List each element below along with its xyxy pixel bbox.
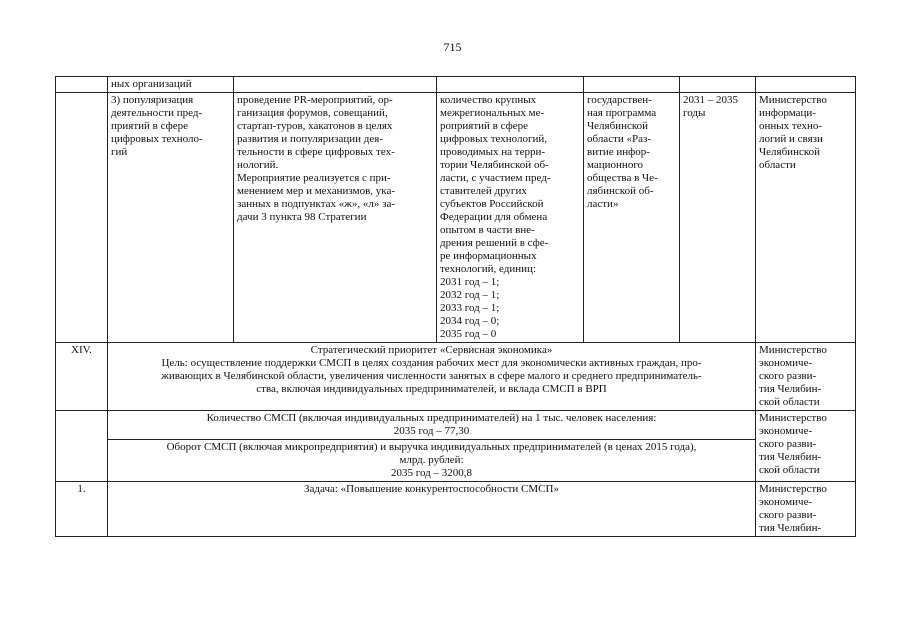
activity-note: Мероприятие реализуется с при- менением мер и механизмов, ука- занных в подпунктах «ж», «л» за- дачи 3 пункта 98 Стратегии [237,172,396,223]
table-row [56,77,856,93]
indicator-cell: количество крупных межрегиональных ме- роприятий в сфере цифровых технологий, проводимых на терри- тории Челябинской об- ласти, с участием пред- ставителей других субъектов Российской Федерации для обмена опытом в части вне- дрения решений в сфе- ре информационных технологий, единиц: 2031 год – 1; 2032 год – 1; 2033 год – 1; 2034 год – 0; 2035 год – 0 [437,93,584,343]
strategy-table [55,76,856,537]
task-number: 1. [56,482,108,537]
table-row [56,93,856,343]
priority-goal: Цель: осуществление поддержки СМСП в целях создания рабочих мест для экономически активных граждан, про- живающих в Челябинской области, увеличения численности занятых в сфере малого и среднего предприниматель- ства, включая индивидуальных предпринимателей, и вклада СМСП в ВРП [161,357,702,395]
responsible-cell: Министерство экономиче- ского разви- тия Челябин- ской области [756,343,856,411]
page-number: 715 [443,40,462,54]
table-row [56,482,856,537]
activity-cell [234,93,437,343]
indicator-1: Количество СМСП (включая индивидуальных предпринимателей) на 1 тыс. человек населения: 2035 год – 77,30 [108,411,756,440]
program-cell: государствен- ная программа Челябинской области «Раз- витие инфор- мационного общества в Че- лябинской об- ласти» [584,93,680,343]
responsible-cell: Министерство экономиче- ского разви- тия Челябин- [756,482,856,537]
table-row [56,343,856,411]
priority-number: XIV. [56,343,108,411]
table-row [56,440,856,482]
responsible-cell: Министерство информаци- онных техно- логий и связи Челябинской области [756,93,856,343]
task-title: Задача: «Повышение конкурентоспособности СМСП» [108,482,756,537]
activity-text: проведение PR-мероприятий, ор- ганизация форумов, совещаний, стартап-туров, хакатонов в целях развития и популяризации дея- тельности в сфере цифровых тех- нологий. [237,94,395,171]
priority-title: Стратегический приоритет «Сервисная экономика» [310,344,553,356]
priority-cell [108,343,756,411]
period-cell: 2031 – 2035 годы [680,93,756,343]
table-row [56,411,856,440]
responsible-cell: Министерство экономиче- ского разви- тия Челябин- ской области [756,411,856,482]
indicator-2: Оборот СМСП (включая микропредприятия) и выручка индивидуальных предпринимателей (в ценах 2015 года), млрд. рублей: 2035 год – 3200,8 [108,440,756,482]
continuation-cell: ных организаций [108,77,234,93]
task-cell: 3) популяризация деятельности пред- приятий в сфере цифровых техноло- гий [108,93,234,343]
